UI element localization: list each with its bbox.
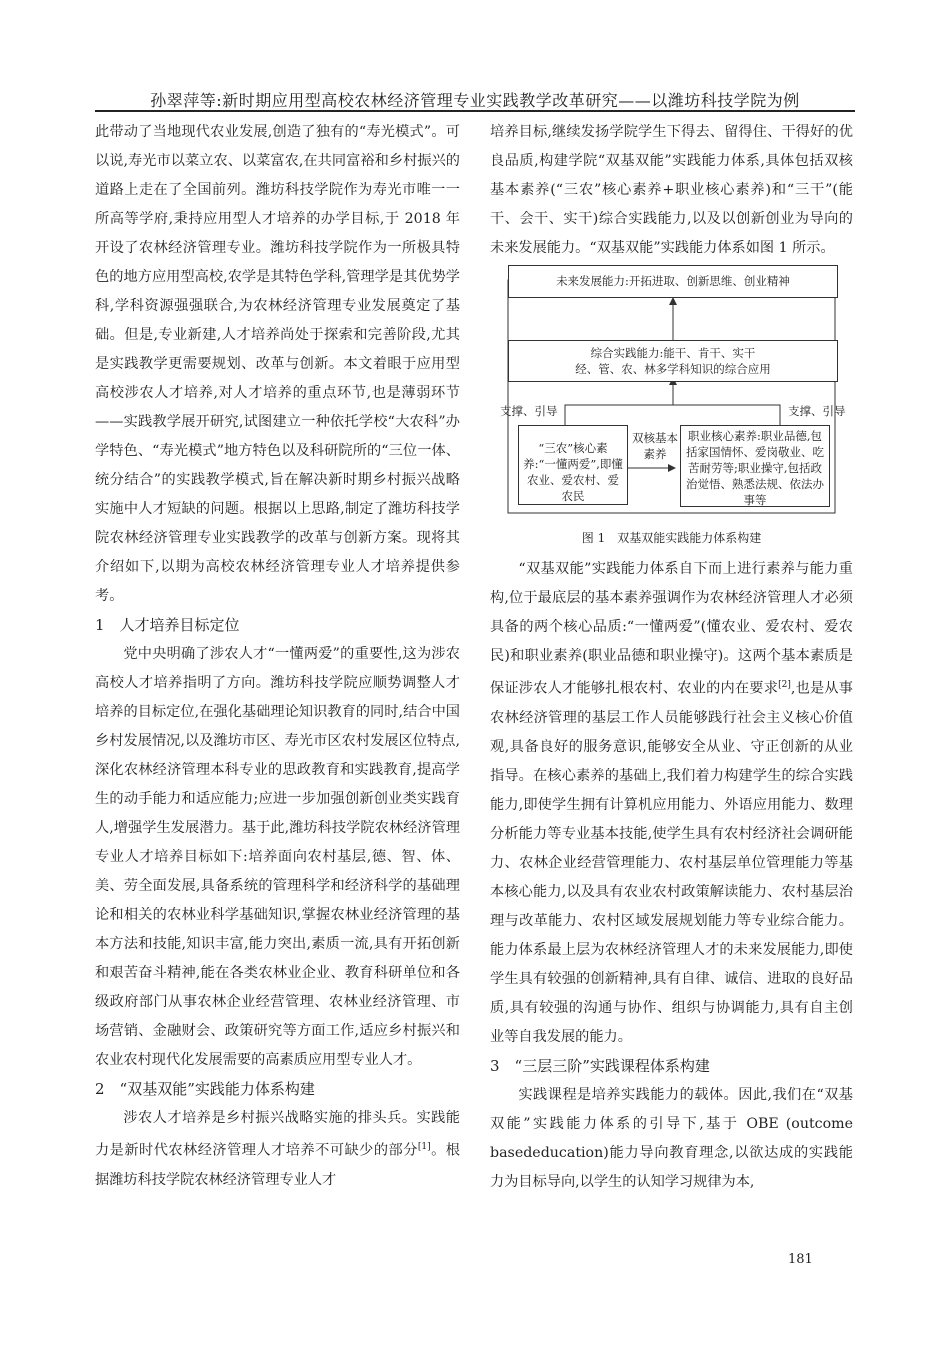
- future-ability-label: 未来发展能力:开拓进取、创新思维、创业精神: [556, 274, 790, 288]
- dual-core-label: 双核基本素养: [632, 431, 678, 461]
- section-2-text-a: 涉农人才培养是乡村振兴战略实施的排头兵。实践能力是新时代农林经济管理人才培养不可缺少的部分: [95, 1110, 460, 1159]
- support-guide-right: 支撑、引导: [788, 404, 846, 418]
- figure-caption: 图 1 双基双能实践能力体系构建: [581, 531, 762, 545]
- intro-paragraph: 此带动了当地现代农业发展,创造了独有的“寿光模式”。可以说,寿光市以菜立农、以菜富农,在共同富裕和乡村振兴的道路上走在了全国前列。潍坊科技学院作为寿光市唯一一所高等学府,秉持应用型人才培养的办学目标,于 2018 年开设了农林经济管理专业。潍坊科技学院作为一所极具特色的地方应用型高校,农学是其特色学科,管理学是其优势学科,学科资源强强联合,为农林经济管理专业发展奠定了基础。但是,专业新建,人才培养尚处于探索和完善阶段,尤其是实践教学更需要规划、改革与创新。本文着眼于应用型高校涉农人才培养,对人才培养的重点环节,也是薄弱环节——实践教学展开研究,试图建立一种依托学校“大农科”办学特色、“寿光模式”地方特色以及科研院所的“三位一体、统分结合”的实践教学模式,旨在解决新时期乡村振兴战略实施中人才短缺的问题。根据以上思路,制定了潍坊科技学院农林经济管理专业实践教学的改革与创新方案。现将其介绍如下,以期为高校农林经济管理专业人才培养提供参考。: [95, 124, 460, 604]
- section-3-heading: 3 “三层三阶”实践课程体系构建: [490, 1056, 710, 1075]
- comprehensive-ability-box: [508, 340, 838, 382]
- support-guide-left: 支撑、引导: [500, 404, 558, 418]
- header-rule: [95, 110, 855, 112]
- section-2-heading: 2 “双基双能”实践能力体系构建: [95, 1080, 315, 1098]
- section-1-body: 党中央明确了涉农人才“一懂两爱”的重要性,这为涉农高校人才培养指明了方向。潍坊科技学院应顺势调整人才培养的目标定位,在强化基础理论知识教育的同时,结合中国乡村发展情况,以及潍坊市区、寿光市区农村发展区位特点,深化农林经济管理本科专业的思政教育和实践教育,提高学生的动手能力和适应能力;应进一步加强创新创业类实践育人,增强学生发展潜力。基于此,潍坊科技学院农林经济管理专业人才培养目标如下:培养面向农村基层,德、智、体、美、劳全面发展,具备系统的管理科学和经济科学的基础理论和相关的农林业科学基础知识,掌握农林业经济管理的基本方法和技能,知识丰富,能力突出,素质一流,具有开拓创新和艰苦奋斗精神,能在各类农林业企业、教育科研单位和各级政府部门从事农林企业经营管理、农林业经济管理、市场营销、金融财会、政策研究等方面工作,适应乡村振兴和农业农村现代化发展需要的高素质应用型专业人才。: [95, 646, 460, 1068]
- objective-paragraph: 培养目标,继续发扬学院学生下得去、留得住、干得好的优良品质,构建学院“双基双能”实践能力体系,具体包括双核基本素养(“三农”核心素养+职业核心素养)和“三干”(能干、会干、实干)综合实践能力,以及以创新创业为导向的未来发展能力。“双基双能”实践能力体系如图 1 所示。: [490, 124, 853, 256]
- left-column: [95, 118, 460, 1195]
- system-text-a: “双基双能”实践能力体系自下而上进行素养与能力重构,位于最底层的基本素养强调作为农林经济管理人才必须具备的两个核心品质:“一懂两爱”(懂农业、爱农村、爱农民)和职业素养(职业品德和职业操守)。这两个基本素质是保证涉农人才能够扎根农村、农业的内在要求: [490, 561, 853, 697]
- professional-core-box: [680, 425, 830, 507]
- page-number: 181: [788, 1252, 813, 1267]
- citation-2: [2]: [778, 680, 791, 690]
- sannong-core-box: [518, 425, 628, 505]
- section-3-body: 实践课程是培养实践能力的载体。因此,我们在“双基双能”实践能力体系的引导下,基于 OBE (outcome basededucation)能力导向教育理念,以欲达成的实践能力为目标导向,以学生的认知学习规律为本,: [490, 1086, 853, 1190]
- future-ability-box: [508, 265, 838, 298]
- comprehensive-ability-line2: 经、管、农、林多学科知识的综合应用: [575, 362, 771, 376]
- professional-core-label: 职业核心素养:职业品德,包括家国情怀、爱岗敬业、吃苦耐劳等;职业操守,包括政治觉悟、熟悉法规、依法办事等: [686, 429, 824, 507]
- figure-1: [490, 265, 853, 555]
- section-2-body: [95, 1104, 460, 1195]
- bottom-bracket: [565, 405, 780, 425]
- comprehensive-ability-line1: 综合实践能力:能干、肯干、实干: [590, 346, 756, 360]
- running-header: 孙翠萍等:新时期应用型高校农林经济管理专业实践教学改革研究——以潍坊科技学院为例: [150, 91, 800, 110]
- system-description-paragraph: [490, 555, 853, 1052]
- right-column: [490, 118, 853, 1197]
- sannong-core-label: “三农”核心素养:“一懂两爱”,即懂农业、爱农村、爱农民: [523, 441, 623, 503]
- citation-1: [1]: [417, 1142, 431, 1152]
- section-2-text-b: 。根据潍坊科技学院农林经济管理专业人才: [95, 1142, 460, 1188]
- system-text-b: ,也是从事农林经济管理的基层工作人员能够践行社会主义核心价值观,具备良好的服务意识,能够安全从业、守正创新的从业指导。在核心素养的基础上,我们着力构建学生的综合实践能力,即使学生拥有计算机应用能力、外语应用能力、数理分析能力等专业基本技能,使学生具有农村经济社会调研能力、农林企业经营管理能力、农村基层单位管理能力等基本核心能力,以及具有农业农村政策解读能力、农村基层治理与改革能力、农村区域发展规划能力等专业综合能力。能力体系最上层为农林经济管理人才的未来发展能力,即使学生具有较强的创新精神,具有自律、诚信、进取的良好品质,具有较强的沟通与协作、组织与协调能力,具有自主创业等自我发展的能力。: [490, 680, 853, 1045]
- section-1-heading: 1 人才培养目标定位: [95, 616, 240, 634]
